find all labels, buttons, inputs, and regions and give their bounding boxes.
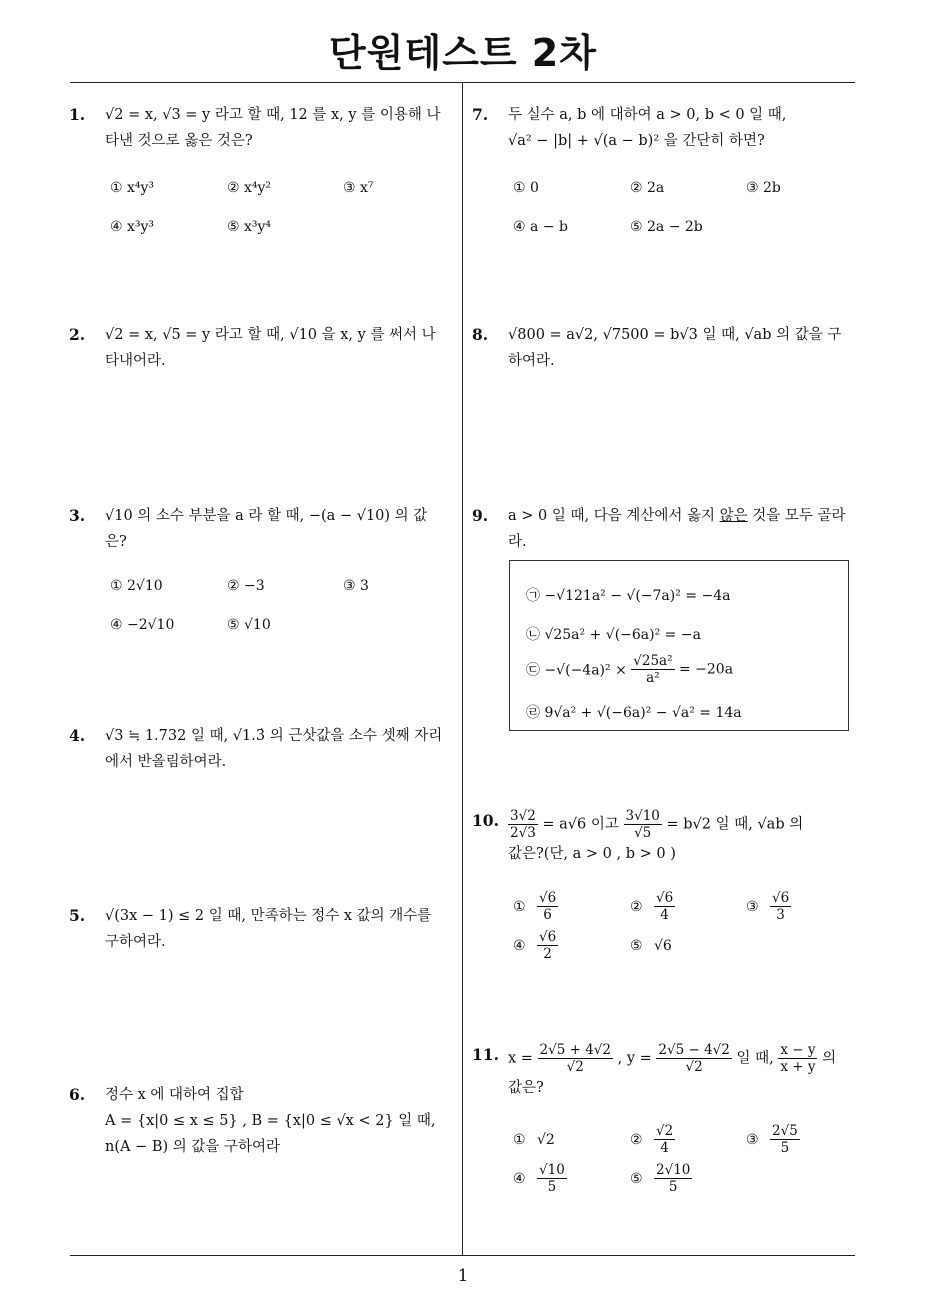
question-stem-line: √a² − |b| + √(a − b)² 을 간단히 하면? [508,133,765,149]
choice-5[interactable]: ⑤ x³y⁴ [227,219,272,235]
page-title: 단원테스트 2차 [329,31,597,75]
numerator: √6 [539,890,557,906]
question-2 [69,322,445,374]
denominator: a² [646,670,660,686]
denominator: x + y [780,1059,816,1075]
statement-c-left: ㉢ −√(−4a)² × [526,662,627,679]
denominator: 3 [776,907,785,923]
choice-1[interactable]: ① 0 [513,180,539,196]
question-3 [69,503,445,555]
question-stem-line: 두 실수 a, b 에 대하여 a > 0, b < 0 일 때, [508,107,787,123]
choice-2[interactable]: ② x⁴y² [227,180,272,196]
numerator: 2√5 + 4√2 [539,1042,612,1058]
denominator: 6 [543,907,552,923]
choice-mark: ⑤ [630,1170,643,1187]
stem-text: = a√6 이고 [542,816,619,833]
choice-1[interactable]: ① 2√10 [110,578,163,594]
choice-4[interactable]: ④ x³y³ [110,219,155,235]
question-stem-line [508,808,858,841]
fraction [537,1162,567,1195]
choice-4[interactable] [513,1162,567,1195]
denominator: √2 [685,1059,703,1075]
choice-1[interactable] [513,1132,555,1148]
statement-box [509,560,849,731]
fraction [654,1162,692,1195]
choice-mark: ④ [513,1170,526,1187]
question-1 [69,102,445,154]
fraction [654,890,675,923]
stem-underlined: 않은 [719,508,748,524]
choice-3[interactable] [746,890,791,923]
question-7 [472,102,848,154]
question-stem: √800 = a√2, √7500 = b√3 일 때, √ab 의 값을 구하여라. [508,327,842,369]
choice-mark: ① [513,1132,526,1148]
stem-text: 것을 모두 골라라. [508,508,846,550]
question-5 [69,903,445,955]
choice-2[interactable] [630,890,675,923]
choice-5[interactable]: ⑤ 2a − 2b [630,219,703,235]
choice-1[interactable]: ① x⁴y³ [110,180,155,196]
choice-2[interactable] [630,1123,675,1156]
numerator: 2√5 [772,1123,798,1139]
question-stem-line: 정수 x 에 대하여 집합 [105,1087,244,1103]
page-number: 1 [457,1266,469,1286]
denominator: 4 [660,907,669,923]
statement-b: ㉡ √25a² + √(−6a)² = −a [526,627,701,643]
fraction [778,1042,817,1075]
choice-mark: ② [630,898,643,915]
question-number: 9. [472,506,489,525]
question-number: 7. [472,105,489,124]
question-stem: √2 = x, √3 = y 라고 할 때, 12 를 x, y 를 이용해 나타낸 것으로 옳은 것은? [105,107,441,149]
choice-value: √2 [537,1132,555,1148]
question-stem: √2 = x, √5 = y 라고 할 때, √10 을 x, y 를 써서 나타내어라. [105,327,436,369]
question-number: 6. [69,1085,86,1104]
numerator: x − y [780,1042,816,1058]
question-6 [69,1082,445,1160]
stem-text: x = [508,1050,533,1067]
numerator: √6 [539,929,557,945]
denominator: 2√3 [510,825,536,841]
question-number: 3. [69,506,86,525]
question-number: 4. [69,726,86,745]
question-number: 11. [472,1045,499,1064]
question-stem-line: 값은? [508,1080,544,1096]
fraction [538,1042,613,1075]
numerator: √6 [656,890,674,906]
statement-c [526,653,733,686]
question-stem-line: n(A − B) 의 값을 구하여라 [105,1139,281,1155]
statement-c-right: = −20a [678,661,734,678]
question-9 [472,503,848,555]
stem-text: = b√2 일 때, √ab 의 [666,816,804,833]
question-11 [472,1042,858,1101]
statement-d: ㉣ 9√a² + √(−6a)² − √a² = 14a [526,705,742,721]
choice-3[interactable] [746,1123,800,1156]
denominator: 5 [780,1140,790,1156]
question-stem: √3 ≒ 1.732 일 때, √1.3̇ 의 근삿값을 소수 셋째 자리에서 반올림하여라. [105,728,443,770]
choice-4[interactable] [513,929,558,962]
question-stem-line: A = {x|0 ≤ x ≤ 5} , B = {x|0 ≤ √x < 2} 일 때, [105,1113,436,1129]
choice-mark: ⑤ [630,938,643,954]
choice-value: √6 [654,938,672,954]
choice-3[interactable]: ③ x⁷ [343,180,374,196]
question-stem [508,503,848,555]
question-4 [69,723,445,775]
denominator: 2 [543,946,552,962]
denominator: 4 [660,1140,669,1156]
denominator: 5 [668,1179,678,1195]
fraction [508,808,538,841]
numerator: 3√2 [510,808,536,824]
fraction [654,1123,675,1156]
question-stem-line [508,1042,858,1075]
choice-mark: ② [630,1131,643,1148]
choice-mark: ① [513,898,526,915]
question-10 [472,808,858,867]
statement-a: ㉠ −√121a² − √(−7a)² = −4a [526,588,731,604]
stem-text: , y = [617,1050,652,1067]
numerator: 3√10 [625,808,660,824]
denominator: √2 [566,1059,584,1075]
choice-2[interactable]: ② 2a [630,180,665,196]
fraction [631,653,674,686]
question-number: 2. [69,325,86,344]
choice-1[interactable] [513,890,558,923]
question-number: 10. [472,811,499,830]
fraction [770,890,791,923]
choice-5[interactable] [630,938,672,954]
fraction [537,929,558,962]
numerator: 2√10 [656,1162,691,1178]
stem-text: 의 [822,1050,837,1067]
numerator: 2√5 − 4√2 [658,1042,730,1058]
choice-4[interactable]: ④ −2√10 [110,617,175,633]
numerator: √6 [772,890,790,906]
question-number: 5. [69,906,86,925]
question-stem-line: 값은?(단, a > 0 , b > 0 ) [508,846,676,862]
stem-text: a > 0 일 때, 다음 계산에서 옳지 [508,508,720,524]
numerator: √25a² [633,653,673,669]
column-divider [462,83,463,1255]
bottom-rule [70,1255,855,1256]
fraction [624,808,662,841]
numerator: √2 [656,1123,674,1139]
question-stem: √10 의 소수 부분을 a 라 할 때, −(a − √10) 의 값은? [105,508,428,550]
fraction [770,1123,800,1156]
stem-text: 일 때, [736,1050,774,1067]
choice-2[interactable]: ② −3 [227,578,265,594]
question-number: 8. [472,325,489,344]
numerator: √10 [539,1162,565,1178]
choice-mark: ③ [746,898,759,915]
choice-mark: ③ [746,1131,759,1148]
fraction [656,1042,731,1075]
question-8 [472,322,848,374]
denominator: √5 [634,825,652,841]
question-stem: √(3x − 1) ≤ 2 일 때, 만족하는 정수 x 값의 개수를 구하여라. [105,908,432,950]
choice-5[interactable]: ⑤ √10 [227,617,271,633]
choice-mark: ④ [513,937,526,954]
choice-3[interactable]: ③ 2b [746,180,781,196]
fraction [537,890,558,923]
denominator: 5 [547,1179,557,1195]
choice-5[interactable] [630,1162,692,1195]
choice-3[interactable]: ③ 3 [343,578,369,594]
question-number: 1. [69,105,86,124]
choice-4[interactable]: ④ a − b [513,219,568,235]
